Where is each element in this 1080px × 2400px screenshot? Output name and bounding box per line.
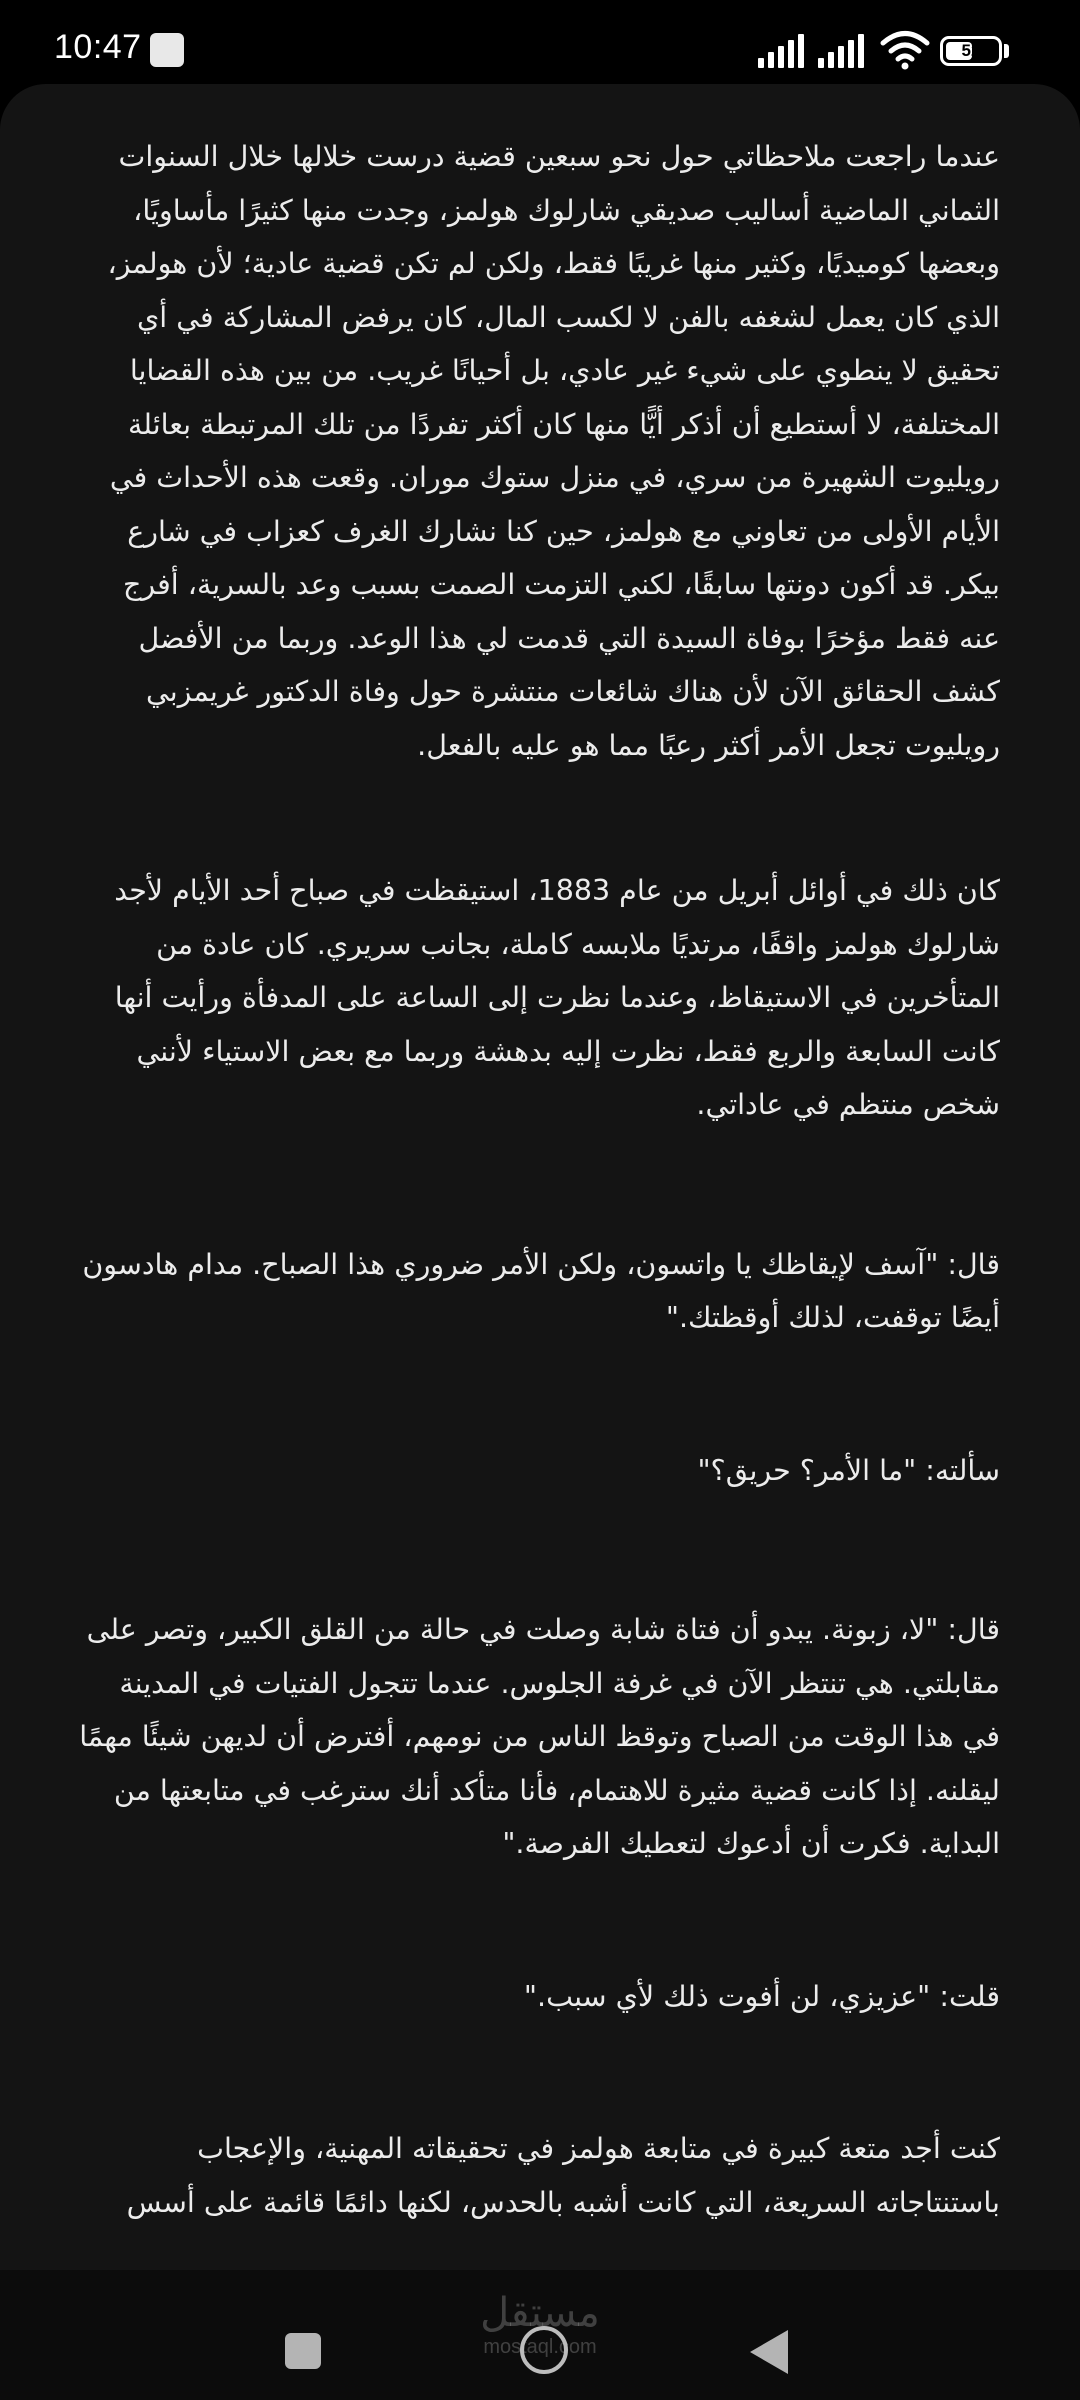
watermark-main: مستقل bbox=[480, 2290, 600, 2336]
paragraph: كنت أجد متعة كبيرة في متابعة هولمز في تحقيقاته المهنية، والإعجاب باستنتاجاته السريعة، التي كانت أشبه بالحدس، لكنها دائمًا قائمة على أسس bbox=[126, 2132, 1000, 2219]
wifi-icon bbox=[880, 30, 930, 70]
paragraph: قال: "لا، زبونة. يبدو أن فتاة شابة وصلت في حالة من القلق الكبير، وتصر على مقابلتي. هي تنتظر الآن في غرفة الجلوس. عندما تتجول الفتيات في المدينة في هذا الوقت من الصباح وتوقظ الناس من نومهم، أفترض أن لديهن شيئًا مهمًا ليقلنه. إذا كانت قضية مثيرة للاهتمام، فأنا متأكد أنك سترغب في متابعتها من البداية. فكرت أن أدعوك لتعطيك الفرصة." bbox=[79, 1613, 1000, 1860]
status-bar bbox=[0, 0, 1080, 84]
navigation-bar bbox=[0, 2270, 1080, 2400]
paragraph: قلت: "عزيزي، لن أفوت ذلك لأي سبب." bbox=[523, 1979, 1000, 2013]
recents-square-icon[interactable] bbox=[285, 2333, 321, 2369]
back-triangle-icon[interactable] bbox=[750, 2330, 788, 2374]
battery-percentage: 52 bbox=[961, 41, 981, 60]
paragraph: عندما راجعت ملاحظاتي حول نحو سبعين قضية درست خلالها خلال السنوات الثماني الماضية أساليب صديقي شارلوك هولمز، وجدت منها كثيرًا مأساويًا، وبعضها كوميديًا، وكثير منها غريبًا فقط، ولكن لم تكن قضية عادية؛ لأن هولمز، الذي كان يعمل لشغفه بالفن لا لكسب المال، كان يرفض المشاركة في أي تحقيق لا ينطوي على شيء غير عادي، بل أحيانًا غريب. من بين هذه القضايا المختلفة، لا أستطيع أن أذكر أيًّا منها كان أكثر تفردًا من تلك المرتبطة بعائلة رويليوت الشهيرة من سري، في منزل ستوك موران. وقعت هذه الأحداث في الأيام الأولى من تعاوني مع هولمز، حين كنا نشارك الغرف كعزاب في شارع بيكر. قد أكون دونتها سابقًا، لكني التزمت الصمت بسبب وعد بالسرية، أفرج عنه فقط مؤخرًا بوفاة السيدة التي قدمت لي هذا الوعد. وربما من الأفضل كشف الحقائق الآن لأن هناك شائعات منتشرة حول وفاة الدكتور غريمزبي رويليوت تجعل الأمر أكثر رعبًا مما هو عليه بالفعل. bbox=[107, 140, 1000, 762]
signal-icon bbox=[818, 34, 864, 68]
watermark-sub: mostaql.com bbox=[483, 2336, 597, 2358]
notification-icon bbox=[150, 33, 184, 67]
status-time: 10:47 bbox=[54, 28, 142, 66]
signal-icon bbox=[758, 34, 804, 68]
paragraph: سألته: "ما الأمر؟ حريق؟" bbox=[697, 1453, 1000, 1487]
home-circle-icon[interactable] bbox=[520, 2326, 568, 2374]
battery-icon bbox=[940, 36, 1002, 66]
article-body bbox=[78, 130, 1000, 2229]
battery-tip bbox=[1004, 44, 1009, 58]
paragraph: كان ذلك في أوائل أبريل من عام 1883، استيقظت في صباح أحد الأيام لأجد شارلوك هولمز واقفًا، مرتديًا ملابسه كاملة، بجانب سريري. كان عادة من المتأخرين في الاستيقاظ، وعندما نظرت إلى الساعة على المدفأة ورأيت أنها كانت السابعة والربع فقط، نظرت إليه بدهشة وربما مع بعض الاستياء لأنني شخص منتظم في عاداتي. bbox=[114, 874, 1000, 1121]
paragraph: قال: "آسف لإيقاظك يا واتسون، ولكن الأمر ضروري هذا الصباح. مدام هادسون أيضًا توقفت، لذلك أوقظتك." bbox=[82, 1247, 1000, 1334]
reader-panel[interactable] bbox=[0, 84, 1080, 2270]
